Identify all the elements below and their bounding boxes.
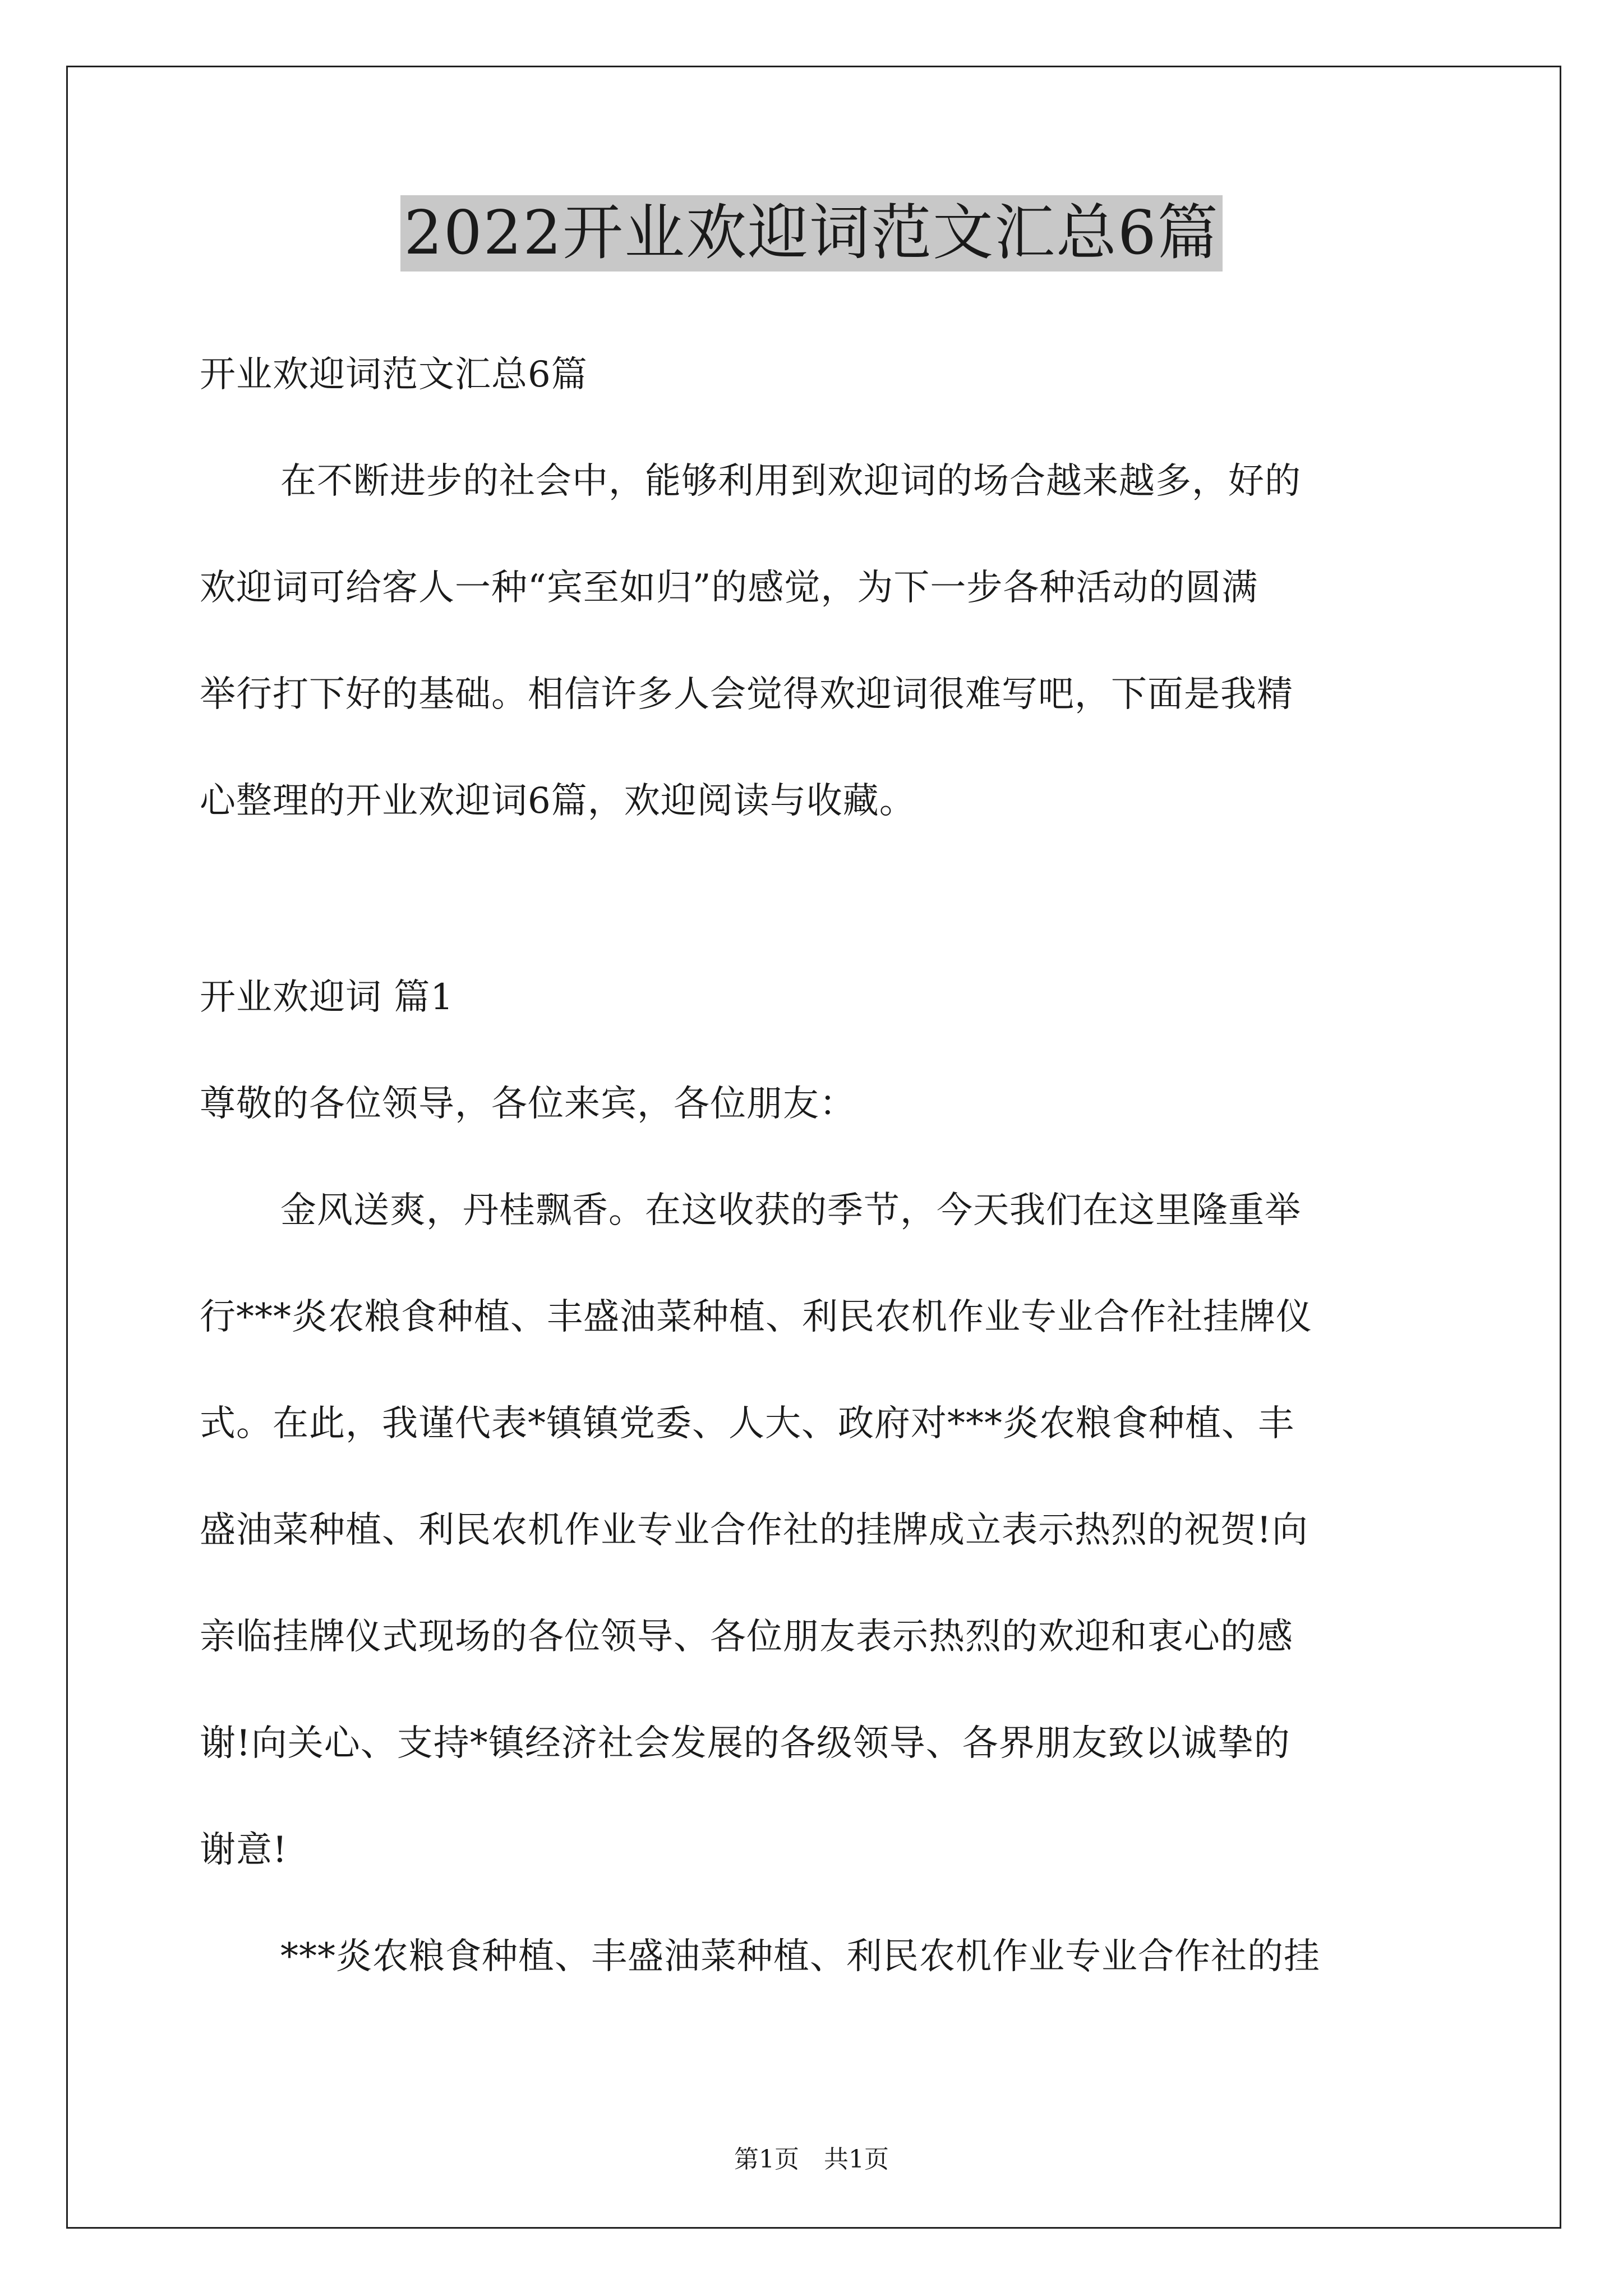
body-line-4: 盛油菜种植、利民农机作业专业合作社的挂牌成立表示热烈的祝贺!向 <box>200 1510 1308 1551</box>
document-title: 2022开业欢迎词范文汇总6篇 <box>400 195 1223 272</box>
page-footer: 第1页 共1页 <box>734 2145 889 2174</box>
body-line-5: 亲临挂牌仪式现场的各位领导、各位朋友表示热烈的欢迎和衷心的感 <box>200 1616 1293 1658</box>
body-line-7: 谢意! <box>200 1829 288 1871</box>
section-heading: 开业欢迎词 篇1 <box>200 977 454 1018</box>
salutation: 尊敬的各位领导，各位来宾，各位朋友： <box>200 1083 856 1125</box>
body-line-1: 金风送爽，丹桂飘香。在这收获的季节，今天我们在这里隆重举 <box>280 1190 1301 1231</box>
body-line-2: 行***炎农粮食种植、丰盛油菜种植、利民农机作业专业合作社挂牌仪 <box>200 1296 1312 1338</box>
title-container <box>0 195 1623 272</box>
intro-line-2: 欢迎词可给客人一种“宾至如归”的感觉，为下一步各种活动的圆满 <box>200 567 1258 609</box>
body-line-8: ***炎农粮食种植、丰盛油菜种植、利民农机作业专业合作社的挂 <box>280 1936 1320 1977</box>
document-subtitle: 开业欢迎词范文汇总6篇 <box>200 354 588 395</box>
intro-line-3: 举行打下好的基础。相信许多人会觉得欢迎词很难写吧，下面是我精 <box>200 674 1293 715</box>
body-line-3: 式。在此，我谨代表*镇镇党委、人大、政府对***炎农粮食种植、丰 <box>200 1403 1294 1444</box>
body-line-6: 谢!向关心、支持*镇经济社会发展的各级领导、各界朋友致以诚挚的 <box>200 1723 1290 1764</box>
intro-line-1: 在不断进步的社会中，能够利用到欢迎词的场合越来越多，好的 <box>280 461 1301 502</box>
intro-line-4: 心整理的开业欢迎词6篇，欢迎阅读与收藏。 <box>200 780 916 822</box>
